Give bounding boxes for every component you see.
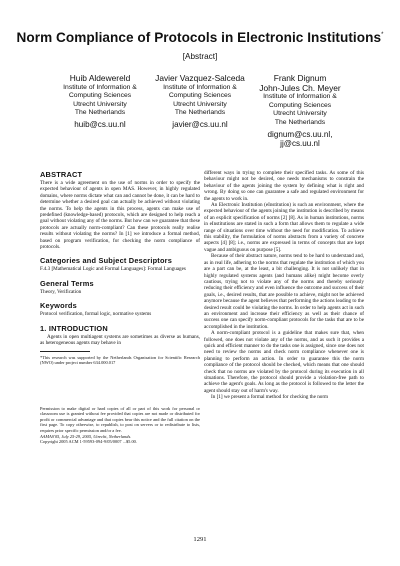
- body-paragraph: Because of their abstract nature, norms tend to be hard to understand and, as in real life, adhering to the norms that regulate the institution of which you are a part can be, at the least, a bit challenging. It is not unlikely that in highly regulated systems agents (and humans alike) might become overly cautious, trying not to violate any of the norms and thereby seriously reducing their efficiency and even influence the outcome and success of their goals, i.e., desired results, that are possible to achieve, might not be achieved anymore because the agent believes that performing the actions leading to the desired result could be violating the norms. In order to help agents act in such an environment and increase their efficiency as well as their chance of success one can specify norm-compliant protocols for the tasks that are to be accomplished in the institution.: [204, 253, 364, 330]
- paper-title: [0, 30, 400, 45]
- affiliation-line: Computing Sciences: [268, 101, 332, 109]
- affiliation-line: Institute of Information &: [163, 83, 237, 91]
- footnote-text: *This research was supported by the Netherlands Organisation for Scientific Research (NWO) under project number 634.000.017: [40, 354, 200, 366]
- author-name: Frank Dignum: [273, 73, 327, 83]
- affiliation-line: Utrecht University: [273, 110, 327, 118]
- body-paragraph: An Electronic Institution (eInstitution) is such an environment, where the expected behaviour of the agents joining the institution is described by means of an explicit specification of norms [2] [8]. As in human institutions, norms in eInstitutions are stated in such a form that allows them to regulate a wide range of situations over time without the need for modification. To achieve this stability, the formulation of norms abstracts from a variety of concrete aspects [4] [8]; i.e., norms are expressed in terms of concepts that are kept vague and ambiguous on purpose [5].: [204, 202, 364, 253]
- copyright-line: Copyright 2005 ACM 1-59593-094-9/05/0007 ...$5.00.: [40, 439, 137, 445]
- affiliation-line: Institute of Information &: [63, 83, 137, 91]
- title-footnote-mark: *: [381, 32, 384, 38]
- keywords-text: Protocol verification, formal logic, normative systems: [40, 311, 152, 318]
- author-3: [240, 74, 360, 148]
- keywords-heading: Keywords: [40, 301, 77, 311]
- affiliation-line: Utrecht University: [73, 100, 127, 108]
- affiliation-line: Computing Sciences: [68, 92, 132, 100]
- affiliation-line: The Netherlands: [174, 109, 226, 117]
- author-email: dignum@cs.uu.nl,: [267, 129, 333, 139]
- body-paragraph: different ways in trying to complete their specified tasks. As some of this behaviour might not be desired, one needs mechanisms to constrain the behaviour of the agents joining the system by defining what is right and wrong. By doing so one can guarantee a safe and regulated environment for the agents to work in.: [204, 170, 364, 202]
- footnote-rule: [40, 351, 90, 352]
- right-column: [204, 170, 364, 401]
- page-number: 1291: [193, 536, 207, 543]
- general-terms-heading: General Terms: [40, 278, 94, 288]
- categories-text: F.4.3 [Mathematical Logic and Formal Languages]: Formal Languages: [40, 266, 186, 273]
- venue-line: AAMAS'05, July 25-29, 2005, Utrecht, Netherlands.: [40, 433, 132, 439]
- affiliation-line: The Netherlands: [274, 118, 326, 126]
- abstract-heading: ABSTRACT: [40, 170, 83, 179]
- permission-notice: Permission to make digital or hard copies of all or part of this work for personal or classroom use is granted without fee provided that copies are not made or distributed for profit or commercial advantage and that copies bear this notice and the full citation on the first page. To copy otherwise, to republish, to post on servers or to redistribute to lists, requires prior specific permission and/or a fee.: [40, 405, 200, 434]
- affiliation-line: Computing Sciences: [168, 92, 232, 100]
- left-column: [40, 170, 200, 445]
- title-text: Norm Compliance of Protocols in Electronic Institutions: [16, 30, 382, 45]
- affiliation-line: Utrecht University: [173, 100, 227, 108]
- affiliation-line: The Netherlands: [74, 109, 126, 117]
- affiliation-line: Institute of Information &: [263, 93, 337, 101]
- body-paragraph: In [1] we present a formal method for checking the norm: [211, 394, 329, 401]
- author-name: John-Jules Ch. Meyer: [259, 82, 341, 93]
- introduction-text: Agents in open multiagent systems are sometimes as diverse as humans, as heterogeneous agents may behave in: [40, 333, 200, 347]
- author-name: Huib Aldewereld: [69, 73, 131, 83]
- author-email: javier@cs.uu.nl: [172, 119, 228, 129]
- categories-heading: Categories and Subject Descriptors: [40, 256, 173, 266]
- abstract-tag: [Abstract]: [182, 52, 218, 61]
- general-terms-text: Theory, Verification: [40, 288, 82, 295]
- body-paragraph: A norm-compliant protocol is a guideline that makes sure that, when followed, one does not violate any of the norms, and as such it provides a quick and efficient manner to do the tasks one is assigned, since one does not need to review the norms and check norm compliance whenever one is planning to perform an action. In order to guarantee this the norm compliance of the protocol should be checked, which means that one should check that no norms are violated by the protocol during its execution in all situations. Therefore, the protocol should provide a violation-free path to achieve the agent's goals. As long as the protocol is followed to the letter the agent should stay out of harm's way.: [204, 330, 364, 394]
- abstract-text: There is a wide agreement on the use of norms in order to specify the expected behaviour of agents in open MAS. However, in highly regulated domains, where norms dictate what can and cannot be done, it can be hard to determine whether a desired goal can actually be achieved without violating the norms. To help the agents in this process, agents can make use of predefined (knowledge-based) protocols, which are designed to help reach a goal without violating any of the norms. But how can we guarantee that these protocols are actually norm-compliant? Can these protocols really realise results without violating the norms? In [1] we introduce a formal method, based on program verification, for checking the norm compliance of protocols.: [40, 180, 200, 251]
- author-name: Javier Vazquez-Salceda: [155, 73, 245, 83]
- author-email: huib@cs.uu.nl: [74, 119, 126, 129]
- author-email: jj@cs.uu.nl: [280, 138, 320, 148]
- introduction-heading: 1. INTRODUCTION: [40, 323, 108, 333]
